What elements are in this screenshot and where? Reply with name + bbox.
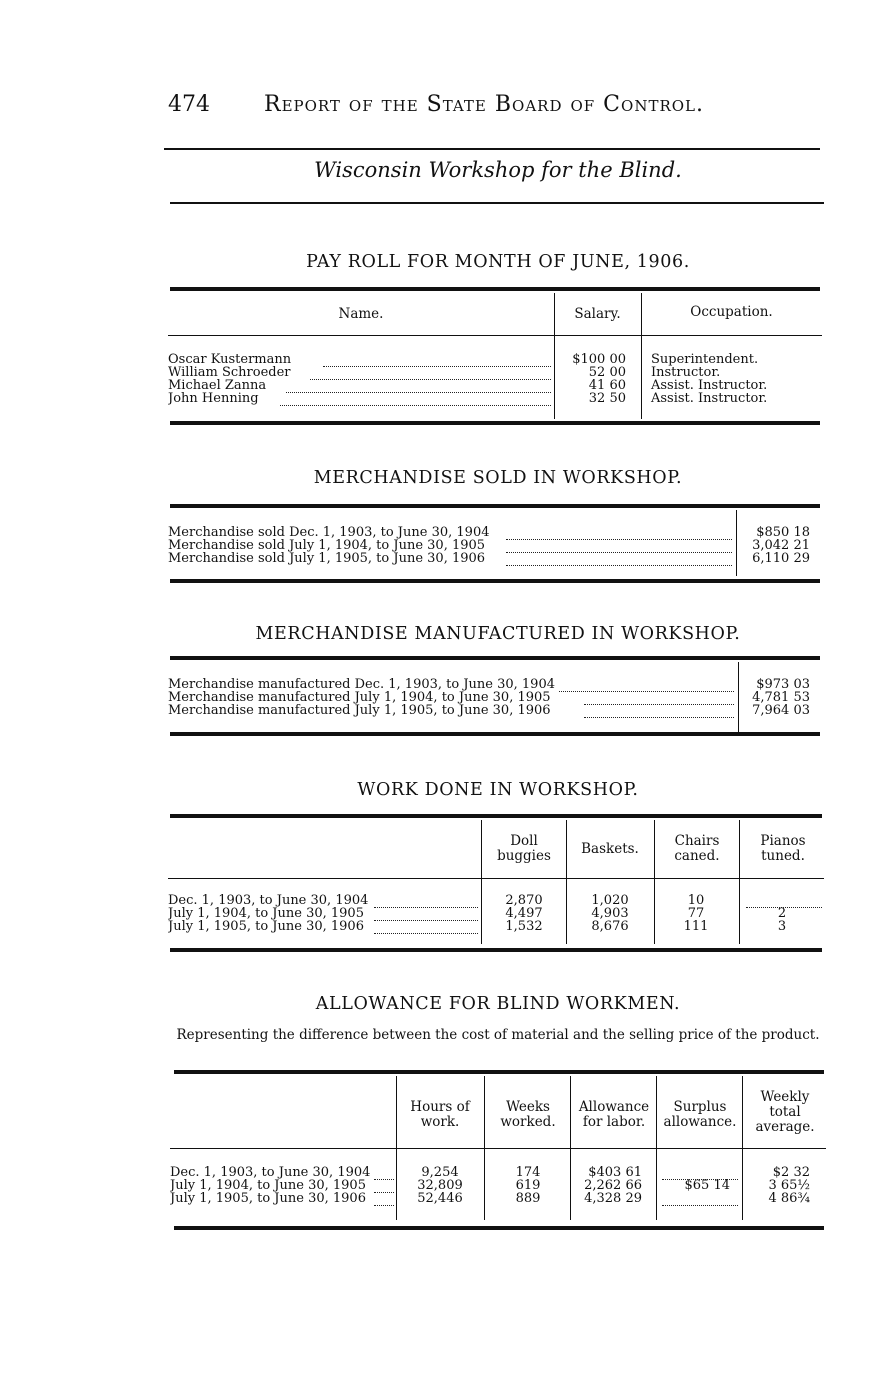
manufactured-table bbox=[168, 654, 822, 742]
table-top-rule bbox=[170, 656, 820, 660]
table-row bbox=[168, 894, 824, 908]
occupation: Superintendent. bbox=[651, 352, 759, 367]
weeks-value: 619 bbox=[515, 1178, 541, 1193]
labor-value: 2,262 66 bbox=[584, 1178, 642, 1193]
page-number: 474 bbox=[168, 92, 210, 117]
salary: 52 00 bbox=[588, 365, 626, 380]
manufactured-amount: 4,781 53 bbox=[752, 690, 810, 705]
institution-rule bbox=[170, 202, 824, 204]
header-underline bbox=[168, 878, 824, 879]
allowance-note: Representing the difference between the cost of material and the selling price of the product. bbox=[176, 1027, 820, 1043]
weekly-value: $2 32 bbox=[772, 1165, 810, 1180]
table-top-rule bbox=[174, 1070, 824, 1074]
institution-title: Wisconsin Workshop for the Blind. bbox=[314, 158, 682, 182]
col-header-name: Name. bbox=[338, 306, 384, 322]
weeks-value: 174 bbox=[515, 1165, 541, 1180]
doll-buggies-value: 1,532 bbox=[505, 919, 543, 934]
surplus-empty-leader bbox=[662, 1192, 738, 1206]
pianos-value: 3 bbox=[777, 919, 787, 934]
running-title: Report of the State Board of Control. bbox=[264, 92, 704, 117]
baskets-value: 8,676 bbox=[591, 919, 629, 934]
labor-value: $403 61 bbox=[588, 1165, 642, 1180]
occupation: Assist. Instructor. bbox=[651, 391, 768, 406]
sold-period: Merchandise sold Dec. 1, 1903, to June 30, 1904 bbox=[168, 526, 492, 540]
table-row bbox=[168, 353, 822, 367]
weekly-value: 3 65½ bbox=[768, 1178, 810, 1193]
weekly-value: 4 86¾ bbox=[768, 1191, 810, 1206]
work-period: July 1, 1904, to June 30, 1905 bbox=[168, 907, 367, 921]
sold-amount: 3,042 21 bbox=[752, 538, 810, 553]
table-top-rule bbox=[170, 814, 822, 818]
salary: $100 00 bbox=[572, 352, 626, 367]
header-underline bbox=[170, 1148, 826, 1149]
table-row bbox=[168, 920, 824, 934]
payroll-title: PAY ROLL FOR MONTH OF JUNE, 1906. bbox=[306, 252, 690, 272]
allowance-table bbox=[170, 1068, 826, 1238]
work-done-table bbox=[168, 812, 824, 958]
occupation: Instructor. bbox=[651, 365, 721, 380]
salary: 41 60 bbox=[588, 378, 626, 393]
manufactured-period: Merchandise manufactured Dec. 1, 1903, to June 30, 1904 bbox=[168, 678, 558, 692]
employee-name: John Henning bbox=[168, 392, 262, 406]
col-header-surplus: Surplus allowance. bbox=[663, 1099, 737, 1130]
table-row bbox=[168, 552, 822, 566]
sold-period: Merchandise sold July 1, 1905, to June 30, 1906 bbox=[168, 552, 488, 566]
work-period: July 1, 1905, to June 30, 1906 bbox=[168, 920, 367, 934]
col-header-doll-buggies: Doll buggies bbox=[497, 833, 551, 864]
table-row bbox=[170, 1179, 826, 1193]
manufactured-period: Merchandise manufactured July 1, 1905, to June 30, 1906 bbox=[168, 704, 554, 718]
employee-name: William Schroeder bbox=[168, 366, 294, 380]
doll-buggies-value: 2,870 bbox=[505, 893, 543, 908]
sold-amount: 6,110 29 bbox=[752, 551, 810, 566]
table-row bbox=[168, 691, 822, 705]
table-top-rule bbox=[170, 287, 820, 291]
table-bottom-rule bbox=[170, 732, 820, 736]
occupation: Assist. Instructor. bbox=[651, 378, 768, 393]
baskets-value: 4,903 bbox=[591, 906, 629, 921]
surplus-value: $65 14 bbox=[684, 1178, 730, 1193]
allowance-period: July 1, 1905, to June 30, 1906 bbox=[170, 1192, 369, 1206]
sold-amount: $850 18 bbox=[756, 525, 810, 540]
col-header-baskets: Baskets. bbox=[581, 841, 639, 857]
col-header-pianos-tuned: Pianos tuned. bbox=[760, 833, 806, 864]
chairs-value: 10 bbox=[687, 893, 705, 908]
work-period: Dec. 1, 1903, to June 30, 1904 bbox=[168, 894, 371, 908]
col-header-weekly: Weekly total average. bbox=[755, 1089, 815, 1135]
employee-name: Oscar Kustermann bbox=[168, 353, 294, 367]
table-row bbox=[170, 1192, 826, 1206]
manufactured-title: MERCHANDISE MANUFACTURED IN WORKSHOP. bbox=[255, 624, 741, 644]
hours-value: 52,446 bbox=[417, 1191, 463, 1206]
col-header-weeks: Weeks worked. bbox=[500, 1099, 556, 1130]
weeks-value: 889 bbox=[515, 1191, 541, 1206]
employee-name: Michael Zanna bbox=[168, 379, 269, 393]
header-rule bbox=[164, 148, 820, 150]
running-header bbox=[168, 92, 828, 126]
baskets-value: 1,020 bbox=[591, 893, 629, 908]
table-row bbox=[168, 392, 822, 406]
col-header-occupation: Occupation. bbox=[690, 304, 773, 320]
allowance-period: July 1, 1904, to June 30, 1905 bbox=[170, 1179, 369, 1193]
table-bottom-rule bbox=[170, 421, 820, 425]
table-row bbox=[168, 907, 824, 921]
table-row bbox=[168, 526, 822, 540]
salary: 32 50 bbox=[588, 391, 626, 406]
table-row bbox=[168, 539, 822, 553]
table-bottom-rule bbox=[174, 1226, 824, 1230]
pianos-value: 2 bbox=[777, 906, 787, 921]
doll-buggies-value: 4,497 bbox=[505, 906, 543, 921]
chairs-value: 77 bbox=[687, 906, 705, 921]
table-bottom-rule bbox=[170, 948, 822, 952]
col-header-labor: Allowance for labor. bbox=[578, 1099, 650, 1130]
sold-table bbox=[168, 502, 822, 590]
col-header-hours: Hours of work. bbox=[410, 1099, 470, 1130]
work-done-title: WORK DONE IN WORKSHOP. bbox=[357, 780, 639, 800]
col-header-salary: Salary. bbox=[574, 306, 621, 322]
sold-title: MERCHANDISE SOLD IN WORKSHOP. bbox=[313, 468, 683, 488]
chairs-value: 111 bbox=[683, 919, 709, 934]
allowance-period: Dec. 1, 1903, to June 30, 1904 bbox=[170, 1166, 373, 1180]
header-underline bbox=[168, 335, 822, 336]
manufactured-amount: $973 03 bbox=[756, 677, 810, 692]
table-row bbox=[168, 704, 822, 718]
manufactured-amount: 7,964 03 bbox=[752, 703, 810, 718]
payroll-table bbox=[168, 285, 822, 430]
hours-value: 9,254 bbox=[421, 1165, 459, 1180]
table-top-rule bbox=[170, 504, 820, 508]
table-bottom-rule bbox=[170, 579, 820, 583]
labor-value: 4,328 29 bbox=[584, 1191, 642, 1206]
allowance-title: ALLOWANCE FOR BLIND WORKMEN. bbox=[315, 994, 681, 1014]
sold-period: Merchandise sold July 1, 1904, to June 30, 1905 bbox=[168, 539, 488, 553]
manufactured-period: Merchandise manufactured July 1, 1904, to June 30, 1905 bbox=[168, 691, 554, 705]
hours-value: 32,809 bbox=[417, 1178, 463, 1193]
table-row bbox=[168, 678, 822, 692]
col-header-chairs-caned: Chairs caned. bbox=[674, 833, 720, 864]
